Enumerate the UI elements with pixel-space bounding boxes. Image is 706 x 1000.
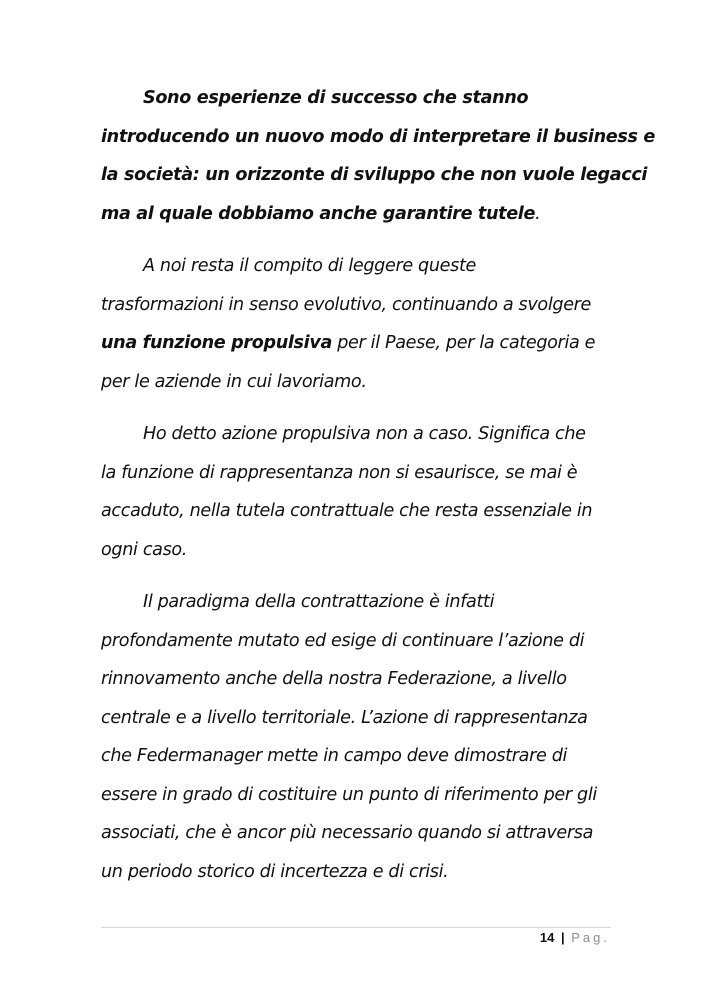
paragraph-line bbox=[101, 286, 611, 325]
paragraph-line bbox=[101, 118, 655, 157]
bold-text: una funzione propulsiva bbox=[101, 333, 332, 353]
paragraph-line bbox=[101, 531, 611, 570]
paragraph-3 bbox=[101, 415, 611, 569]
body-text: per le aziende in cui lavoriamo. bbox=[101, 371, 367, 392]
body-text: ogni caso. bbox=[101, 539, 188, 560]
paragraph-line bbox=[101, 660, 611, 699]
paragraph-2 bbox=[101, 247, 611, 401]
body-text: un periodo storico di incertezza e di crisi. bbox=[101, 861, 449, 882]
paragraph-line bbox=[101, 583, 611, 622]
paragraph-line bbox=[101, 699, 611, 738]
paragraph-line bbox=[101, 156, 648, 195]
body-text: associati, che è ancor più necessario quando si attraversa bbox=[101, 823, 594, 843]
paragraph-line bbox=[101, 622, 611, 661]
bold-text: Sono esperienze di successo che stanno bbox=[143, 88, 529, 108]
paragraph-line bbox=[101, 195, 611, 234]
body-text: che Federmanager mette in campo deve dimostrare di bbox=[101, 746, 568, 766]
body-text: A noi resta il compito di leggere queste bbox=[143, 256, 476, 276]
footer-divider bbox=[101, 927, 611, 928]
paragraph-line bbox=[101, 79, 611, 118]
paragraph-line bbox=[101, 454, 611, 493]
paragraph-line bbox=[101, 853, 611, 892]
page-footer bbox=[540, 930, 610, 946]
paragraph-line bbox=[101, 737, 611, 776]
page-label: Pag. bbox=[571, 930, 610, 945]
body-text: . bbox=[535, 203, 541, 224]
body-text: profondamente mutato ed esige di continuare l’azione di bbox=[101, 630, 585, 651]
paragraph-line bbox=[101, 814, 611, 853]
paragraph-1 bbox=[101, 79, 655, 233]
body-text: Il paradigma della contrattazione è infatti bbox=[143, 592, 495, 612]
paragraph-4 bbox=[101, 583, 611, 891]
bold-text: ma al quale dobbiamo anche garantire tutele bbox=[101, 203, 536, 224]
paragraph-line bbox=[101, 492, 611, 531]
body-text: accaduto, nella tutela contrattuale che resta essenziale in bbox=[101, 501, 593, 521]
paragraph-line bbox=[101, 363, 611, 402]
footer-separator: | bbox=[560, 930, 565, 945]
body-text: trasformazioni in senso evolutivo, continuando a svolgere bbox=[101, 294, 592, 315]
body-text: rinnovamento anche della nostra Federazione, a livello bbox=[101, 669, 567, 689]
bold-text: introducendo un nuovo modo di interpretare il business e bbox=[101, 126, 655, 147]
paragraph-line bbox=[101, 415, 611, 454]
body-text: per il Paese, per la categoria e bbox=[332, 333, 596, 353]
bold-text: la società: un orizzonte di sviluppo che non vuole legacci bbox=[101, 165, 648, 185]
page-number: 14 bbox=[539, 930, 555, 945]
paragraph-line bbox=[101, 247, 611, 286]
body-text: la funzione di rappresentanza non si esaurisce, se mai è bbox=[101, 462, 578, 483]
body-text: centrale e a livello territoriale. L’azione di rappresentanza bbox=[101, 707, 588, 728]
paragraph-line bbox=[101, 776, 611, 815]
paragraph-line bbox=[101, 324, 611, 363]
body-text: Ho detto azione propulsiva non a caso. Significa che bbox=[143, 424, 586, 444]
body-text: essere in grado di costituire un punto di riferimento per gli bbox=[101, 784, 597, 805]
